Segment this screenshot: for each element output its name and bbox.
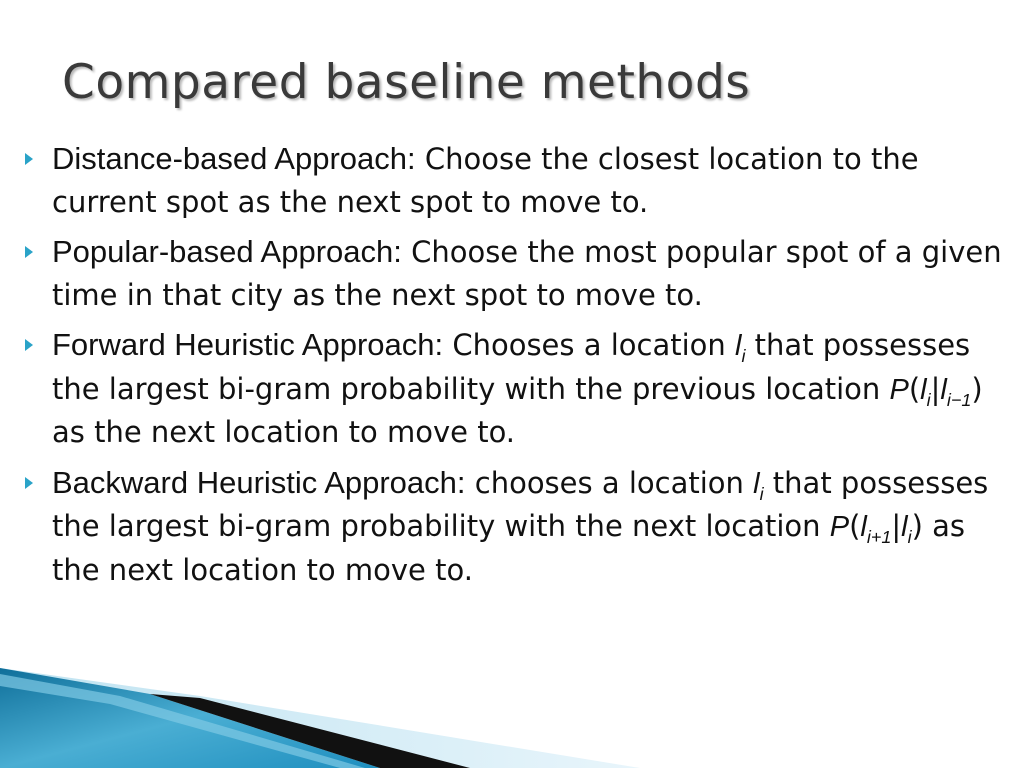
bullet-text: Choose the most popular spot of a given time in that city as the next spot to move to. (52, 235, 1002, 312)
bullet-list (0, 138, 1024, 599)
bullet-text: chooses a location (465, 465, 754, 500)
bullet-backward-heuristic (0, 462, 1024, 592)
bullet-distance-based (0, 138, 1024, 223)
corner-decoration (0, 638, 640, 768)
bullet-text: as the next location to move to. (52, 509, 966, 587)
bullet-popular-based (0, 231, 1024, 316)
math-var-l: $l_i$ (753, 467, 764, 504)
bullet-arrow-icon (25, 477, 33, 489)
bullet-text: that possesses the largest bi-gram probability with the previous location (52, 328, 971, 406)
bullet-arrow-icon (25, 153, 33, 165)
bullet-forward-heuristic (0, 324, 1024, 454)
bullet-text: as the next location to move to. (52, 415, 516, 449)
bullet-lead: Backward Heuristic Approach: (52, 464, 466, 500)
math-probability: $P(l_i|l_{i-1})$ (889, 371, 983, 410)
bullet-arrow-icon (25, 246, 33, 258)
math-probability: $P(l_{i+1}|l_i)$ (829, 509, 923, 547)
bullet-text: Choose the closest location to the current spot as the next spot to move to. (52, 142, 919, 219)
bullet-lead: Forward Heuristic Approach: (52, 327, 444, 362)
bullet-text: Chooses a location (443, 328, 735, 362)
bullet-text: that possesses the largest bi-gram probability with the next location (52, 465, 989, 543)
math-var-l: $l_i$ (735, 330, 746, 366)
bullet-lead: Popular-based Approach: (52, 234, 402, 269)
bullet-arrow-icon (25, 339, 33, 351)
slide-title: Compared baseline methods (62, 55, 751, 110)
bullet-lead: Distance-based Approach: (52, 141, 416, 176)
